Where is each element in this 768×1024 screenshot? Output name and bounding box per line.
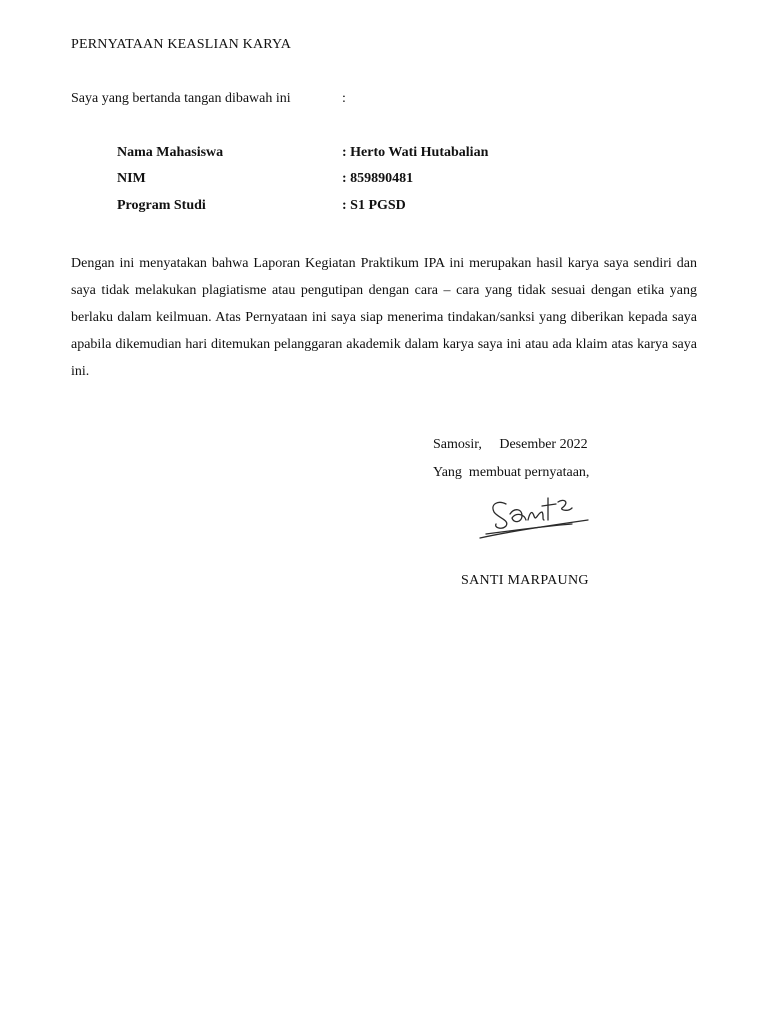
statement-paragraph: Dengan ini menyatakan bahwa Laporan Kegiatan Praktikum IPA ini merupakan hasil karya saya sendiri dan saya tidak melakukan plagiatisme atau pengutipan dengan cara – cara yang tidak sesuai dengan etika yang berlaku dalam keilmuan. Atas Pernyataan ini saya siap menerima tindakan/sanksi yang diberikan kepada saya apabila dikemudian hari ditemukan pelanggaran akademik dalam karya saya ini atau ada klaim atas karya saya ini. [71, 256, 697, 379]
document-title: PERNYATAAN KEASLIAN KARYA [71, 37, 292, 52]
field-value: : S1 PGSD [342, 198, 406, 213]
signature-drawing [476, 490, 596, 546]
made-by-label: Yang membuat pernyataan, [433, 465, 590, 480]
field-label: Nama Mahasiswa [117, 145, 224, 160]
handwritten-signature-icon [476, 490, 596, 546]
field-value: : Herto Wati Hutabalian [342, 145, 489, 160]
field-row-study-program [117, 198, 537, 218]
field-row-student-name [117, 145, 537, 165]
field-value: : 859890481 [342, 171, 414, 186]
intro-text: Saya yang bertanda tangan dibawah ini [71, 91, 291, 106]
signer-name: SANTI MARPAUNG [461, 573, 589, 588]
field-label: Program Studi [117, 198, 206, 213]
field-row-nim [117, 171, 537, 191]
field-label: NIM [117, 171, 146, 186]
place-date: Samosir, Desember 2022 [433, 437, 588, 452]
intro-colon: : [342, 91, 346, 106]
